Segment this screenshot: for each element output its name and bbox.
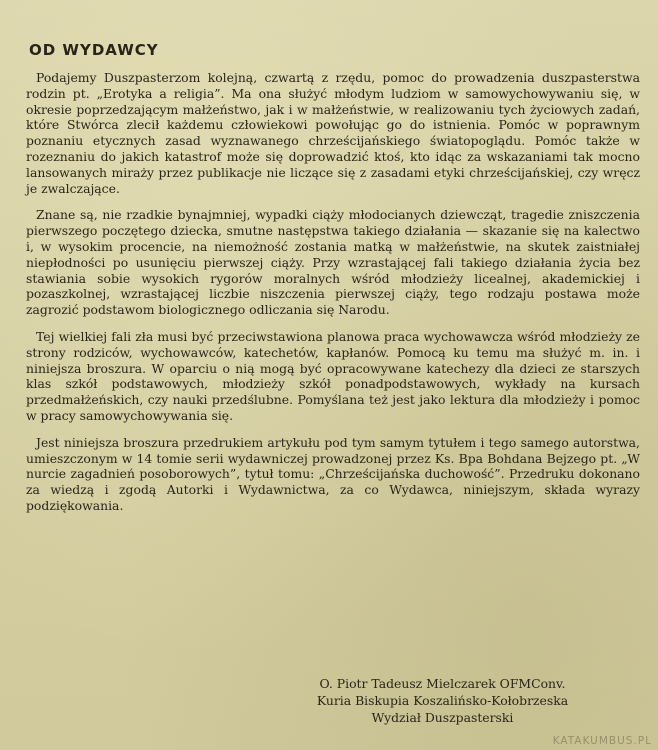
signature-block (250, 675, 635, 726)
paragraph-4: Jest niniejsza broszura przedrukiem artykułu pod tym samym tytułem i tego samego autorstwa, umieszczonym w 14 tomie serii wydawniczej prowadzonej przez Ks. Bpa Bohdana Bejzego pt. „W nurcie zagadnień posoborowych”, tytuł tomu: „Chrześcijańska duchowość”. Przedruku dokonano za wiedzą i zgodą Autorki i Wydawnictwa, za co Wydawca, niniejszym, składa wyrazy podziękowania. (26, 434, 640, 513)
paragraph-3: Tej wielkiej fali zła musi być przeciwstawiona planowa praca wychowawcza wśród młodzieży ze strony rodziców, wychowawców, katechetów, kapłanów. Pomocą ku temu ma służyć m. in. i niniejsza broszura. W oparciu o nią mogą być opracowywane katechezy dla dzieci ze starszych klas szkół podstawowych, młodzieży szkół ponadpodstawowych, wykłady na kursach przedmałżeńskich, czy nauki przedślubne. Pomyślana też jest jako lektura dla młodzieży i pomoc w pracy samowychowywania się. (26, 328, 640, 423)
signature-institution: Kuria Biskupia Koszalińsko-Kołobrzeska (316, 693, 569, 708)
signature-author: O. Piotr Tadeusz Mielczarek OFMConv. (319, 676, 566, 691)
watermark: KATAKUMBUS.PL (552, 735, 652, 747)
paragraph-2: Znane są, nie rzadkie bynajmniej, wypadki ciąży młodocianych dziewcząt, tragedie zniszczenia pierwszego poczętego dziecka, smutne następstwa takiego działania — skazanie się na kalectwo i, w wysokim procencie, na niemożność zostania matką w małżeństwie, na skutek zaistniałej niepłodności po usunięciu pierwszej ciąży. Przy wzrastającej fali takiego działania życia bez stawiania sobie wysokich rygorów moralnych wśród młodzieży licealnej, akademickiej i pozaszkolnej, wzrastającej liczbie niszczenia pierwszej ciąży, tego rodzaju postawa może zagrozić podstawom biologicznego odliczania się Narodu. (26, 207, 640, 318)
paragraph-1: Podajemy Duszpasterzom kolejną, czwartą z rzędu, pomoc do prowadzenia duszpasterstwa rodzin pt. „Erotyka a religia”. Ma ona służyć młodym ludziom w samowychowywaniu się, w okresie poprzedzającym małżeństwo, jak i w małżeństwie, w realizowaniu tych życiowych zadań, które Stwórca zlecił każdemu człowiekowi powołując go do istnienia. Pomóc w poprawnym poznaniu etycznych zasad wyznawanego chrześcijańskiego światopoglądu. Pomóc także w rozeznaniu do jakich katastrof może się doprowadzić ktoś, kto idąc za wskazaniami tak mocno lansowanych miraży przez publikacje nie liczące się z zasadami etyki chrześcijańskiej, czy wręcz je zwalczające. (26, 70, 640, 196)
page-title: OD WYDAWCY (29, 41, 159, 59)
signature-department: Wydział Duszpasterski (371, 710, 514, 725)
body-text (26, 70, 640, 525)
